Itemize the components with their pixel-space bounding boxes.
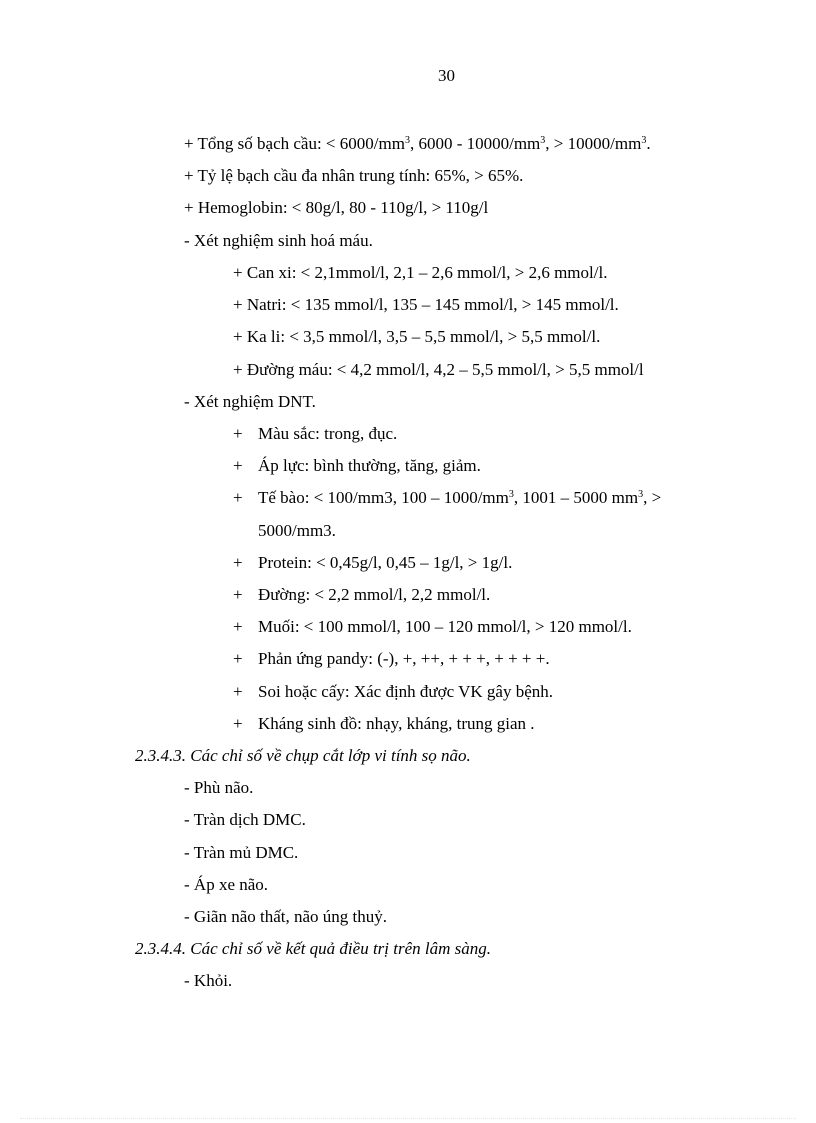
csf-protein-line <box>233 551 512 575</box>
csf-color-line <box>233 422 397 446</box>
wbc-line <box>184 132 651 156</box>
csf-color-text: Màu sắc: trong, đục. <box>258 424 398 443</box>
csf-culture-text: Soi hoặc cấy: Xác định được VK gây bệnh. <box>258 682 554 701</box>
section-heading-2344: 2.3.4.4. Các chỉ số về kết quả điều trị trên lâm sàng. <box>135 939 492 958</box>
ct-abscess-line: - Áp xe não. <box>184 875 269 894</box>
bullet: + <box>233 617 243 636</box>
csf-pressure-line <box>233 454 481 478</box>
bullet: + <box>233 649 243 668</box>
csf-heading: - Xét nghiệm DNT. <box>184 392 316 411</box>
wbc-text-1: + Tổng số bạch cầu: < 6000/mm <box>184 134 405 153</box>
csf-cells-sup-2: 3 <box>638 489 644 500</box>
bullet: + <box>233 488 243 507</box>
neutrophil-line: + Tỷ lệ bạch cầu đa nhân trung tính: 65%, > 65%. <box>184 166 524 185</box>
csf-pandy-line <box>233 647 550 671</box>
wbc-text-4: . <box>646 134 651 153</box>
blood-chemistry-heading: - Xét nghiệm sinh hoá máu. <box>184 231 373 250</box>
bullet: + <box>233 714 243 733</box>
ct-hydrocephalus-line: - Giãn não thất, não úng thuỷ. <box>184 907 388 926</box>
glucose-line: + Đường máu: < 4,2 mmol/l, 4,2 – 5,5 mmol/l, > 5,5 mmol/l <box>233 360 644 379</box>
csf-antibiogram-text: Kháng sinh đồ: nhạy, kháng, trung gian . <box>258 714 535 733</box>
csf-sugar-line <box>233 583 490 607</box>
ct-effusion-line: - Tràn dịch DMC. <box>184 810 306 829</box>
csf-protein-text: Protein: < 0,45g/l, 0,45 – 1g/l, > 1g/l. <box>258 553 513 572</box>
calcium-line: + Can xi: < 2,1mmol/l, 2,1 – 2,6 mmol/l, > 2,6 mmol/l. <box>233 263 608 282</box>
potassium-line: + Ka li: < 3,5 mmol/l, 3,5 – 5,5 mmol/l, > 5,5 mmol/l. <box>233 327 601 346</box>
bullet: + <box>233 585 243 604</box>
wbc-sup-1: 3 <box>404 135 410 146</box>
page-edge-divider <box>20 1118 796 1119</box>
page-number: 30 <box>438 66 455 85</box>
ct-empyema-line: - Tràn mủ DMC. <box>184 843 299 862</box>
csf-cells-line <box>233 486 661 510</box>
csf-cells-text-2: , 1001 – 5000 mm <box>513 488 639 507</box>
sodium-line: + Natri: < 135 mmol/l, 135 – 145 mmol/l, > 145 mmol/l. <box>233 295 619 314</box>
csf-pandy-text: Phản ứng pandy: (-), +, ++, + + +, + + + +. <box>258 649 550 668</box>
bullet: + <box>233 424 243 443</box>
csf-pressure-text: Áp lực: bình thường, tăng, giảm. <box>258 456 481 475</box>
csf-salt-text: Muối: < 100 mmol/l, 100 – 120 mmol/l, > 120 mmol/l. <box>258 617 632 636</box>
wbc-text-3: , > 10000/mm <box>545 134 642 153</box>
csf-cells-text-3: , > <box>643 488 662 507</box>
bullet: + <box>233 682 243 701</box>
csf-sugar-text: Đường: < 2,2 mmol/l, 2,2 mmol/l. <box>258 585 491 604</box>
bullet: + <box>233 456 243 475</box>
csf-salt-line <box>233 615 632 639</box>
wbc-sup-3: 3 <box>641 135 647 146</box>
csf-cells-continuation: 5000/mm3. <box>258 521 336 540</box>
csf-cells-text-1: Tế bào: < 100/mm3, 100 – 1000/mm <box>258 488 509 507</box>
csf-antibiogram-line <box>233 712 535 736</box>
ct-edema-line: - Phù não. <box>184 778 254 797</box>
hemoglobin-line: + Hemoglobin: < 80g/l, 80 - 110g/l, > 110g/l <box>184 198 489 217</box>
wbc-text-2: , 6000 - 10000/mm <box>409 134 541 153</box>
csf-culture-line <box>233 680 553 704</box>
csf-cells-sup-1: 3 <box>508 489 514 500</box>
wbc-sup-2: 3 <box>540 135 546 146</box>
section-heading-2343: 2.3.4.3. Các chỉ số về chụp cắt lớp vi tính sọ não. <box>135 746 471 765</box>
bullet: + <box>233 553 243 572</box>
outcome-cured-line: - Khỏi. <box>184 971 233 990</box>
